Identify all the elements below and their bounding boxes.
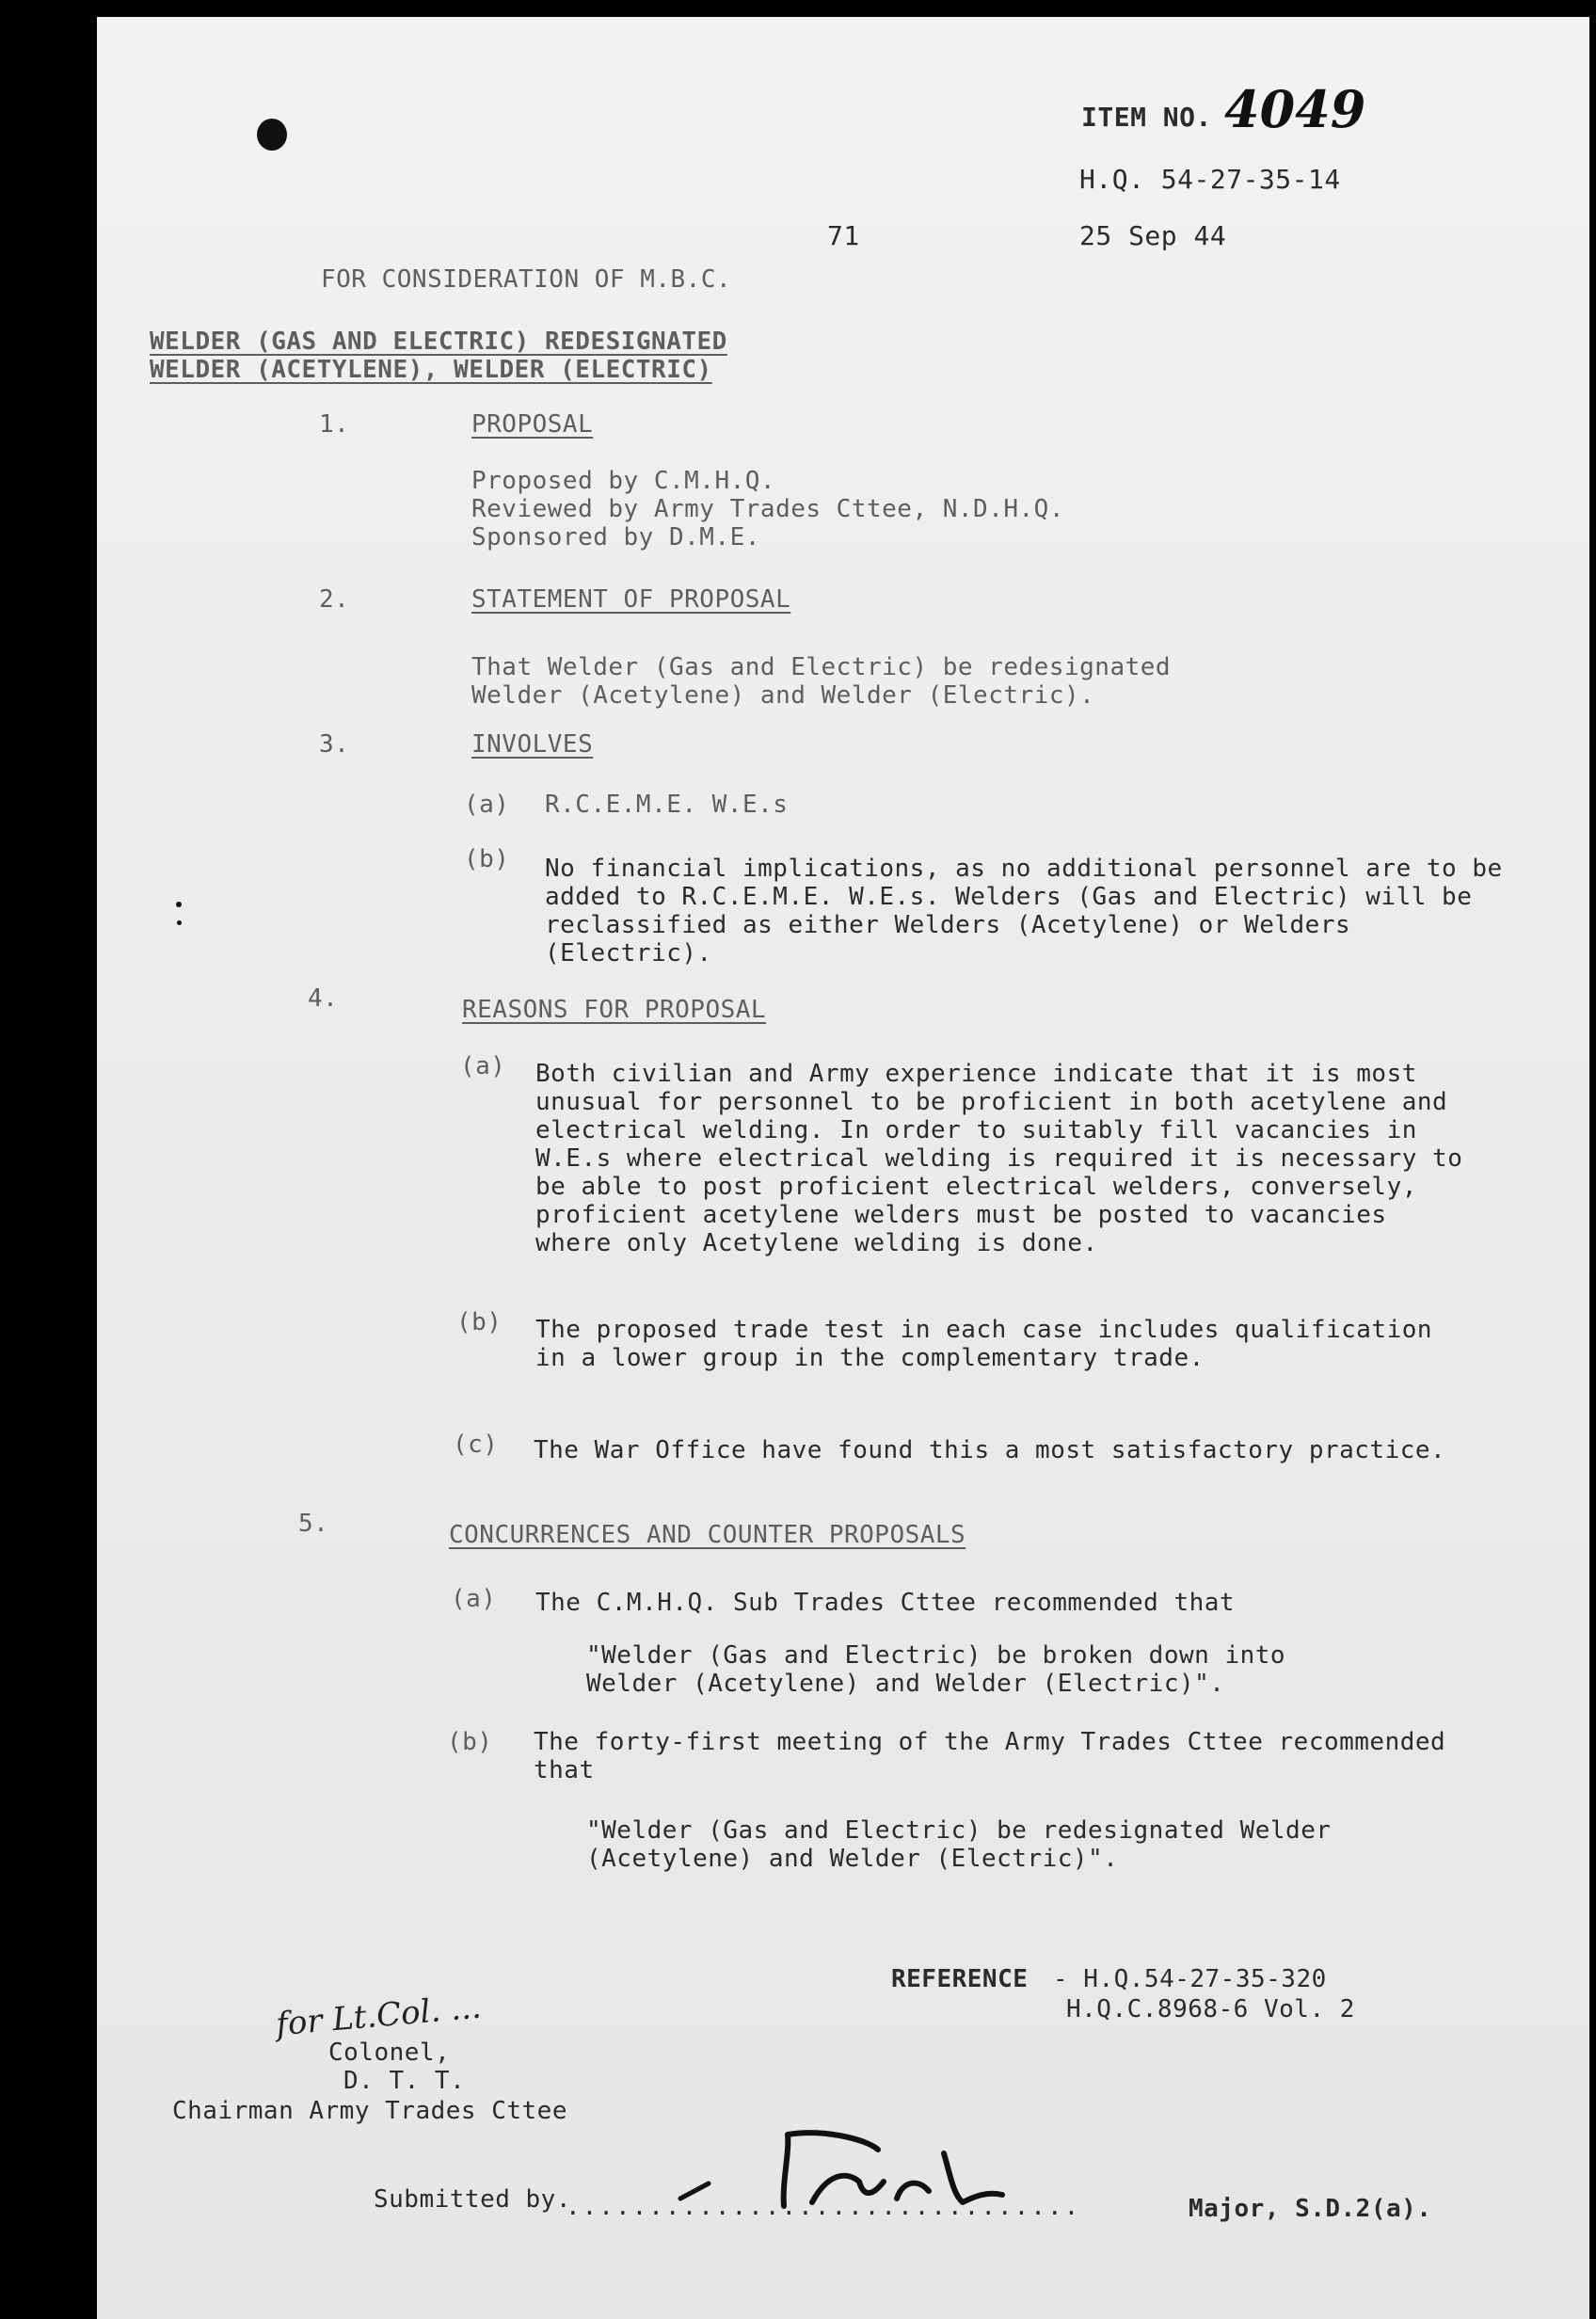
section-2-text: That Welder (Gas and Electric) be redesignated Welder (Acetylene) and Welder (Electric). [471,653,1172,710]
signature-office: D. T. T. [343,2067,466,2095]
item-label: (c) [453,1431,499,1459]
section-4-number: 4. [308,984,339,1013]
reference-line-1: - H.Q.54-27-35-320 [1053,1965,1327,1993]
page-number: 71 [827,220,860,251]
section-2-heading: STATEMENT OF PROPOSAL [471,585,791,614]
reference-label: REFERENCE [891,1965,1029,1993]
signature-title: Chairman Army Trades Cttee [172,2097,567,2125]
ink-dot [177,920,182,925]
item-text: The proposed trade test in each case includes qualification in a lower group in the complementary trade. [535,1316,1433,1372]
item-label: ITEM NO. [1081,102,1212,133]
section-1-heading: PROPOSAL [471,410,594,439]
item-text: Both civilian and Army experience indicate that it is most unusual for personnel to be proficient in both acetylene and electrical welding. In order to suitably fill vacancies in W.E.s where electrical welding is required it is necessary to be able to post proficient electrical welders, conversely, proficient acetylene welders must be posted to vacancies where only Acetylene welding is done. [535,1060,1463,1257]
section-3-number: 3. [319,730,350,759]
item-label: (b) [447,1728,493,1756]
item-quote: "Welder (Gas and Electric) be broken down into Welder (Acetylene) and Welder (Electric)". [586,1641,1286,1698]
item-label: (a) [464,791,510,819]
ink-dot [176,902,182,907]
hq-reference: H.Q. 54-27-35-14 [1079,164,1341,195]
item-text: R.C.E.M.E. W.E.s [545,791,789,819]
submitted-dots: ............................... [566,2193,1081,2221]
handwritten-signature: for Lt.Col. ... [274,1988,483,2044]
item-label: (a) [460,1052,506,1080]
punch-hole [257,119,287,151]
item-label: (a) [451,1585,497,1613]
title-line-2: WELDER (ACETYLENE), WELDER (ELECTRIC) [150,356,712,384]
submitted-prefix: Submitted by. [374,2185,571,2214]
section-4-heading: REASONS FOR PROPOSAL [462,996,767,1024]
item-text: The War Office have found this a most satisfactory practice. [534,1436,1446,1464]
section-1-line: Proposed by C.M.H.Q. [471,467,776,495]
signature-rank: Colonel, [328,2039,451,2067]
section-1-line: Reviewed by Army Trades Cttee, N.D.H.Q. [471,495,1064,523]
document-date: 25 Sep 44 [1079,220,1227,251]
consideration-line: FOR CONSIDERATION OF M.B.C. [321,265,732,294]
item-text: No financial implications, as no additional personnel are to be added to R.C.E.M.E. W.E.s. Welders (Gas and Electric) will be reclassified as either Welders (Acetylene) or Welders (Electric). [545,855,1503,968]
title-line-1: WELDER (GAS AND ELECTRIC) REDESIGNATED [150,328,727,356]
item-label: (b) [464,845,510,873]
submitted-suffix: Major, S.D.2(a). [1189,2195,1432,2223]
section-5-number: 5. [298,1510,329,1538]
item-text: The C.M.H.Q. Sub Trades Cttee recommended that [535,1589,1236,1617]
reference-line-2: H.Q.C.8968-6 Vol. 2 [1066,1995,1355,2023]
item-number: 4049 [1224,79,1366,139]
item-label: (b) [456,1308,503,1336]
document-page [97,17,1589,2319]
section-1-number: 1. [319,410,350,439]
section-2-number: 2. [319,585,350,614]
section-3-heading: INVOLVES [471,730,594,759]
item-quote: "Welder (Gas and Electric) be redesignated Welder (Acetylene) and Welder (Electric)". [586,1816,1332,1873]
item-text: The forty-first meeting of the Army Trades Cttee recommended that [534,1728,1446,1784]
section-5-heading: CONCURRENCES AND COUNTER PROPOSALS [449,1521,966,1549]
section-1-line: Sponsored by D.M.E. [471,523,760,552]
